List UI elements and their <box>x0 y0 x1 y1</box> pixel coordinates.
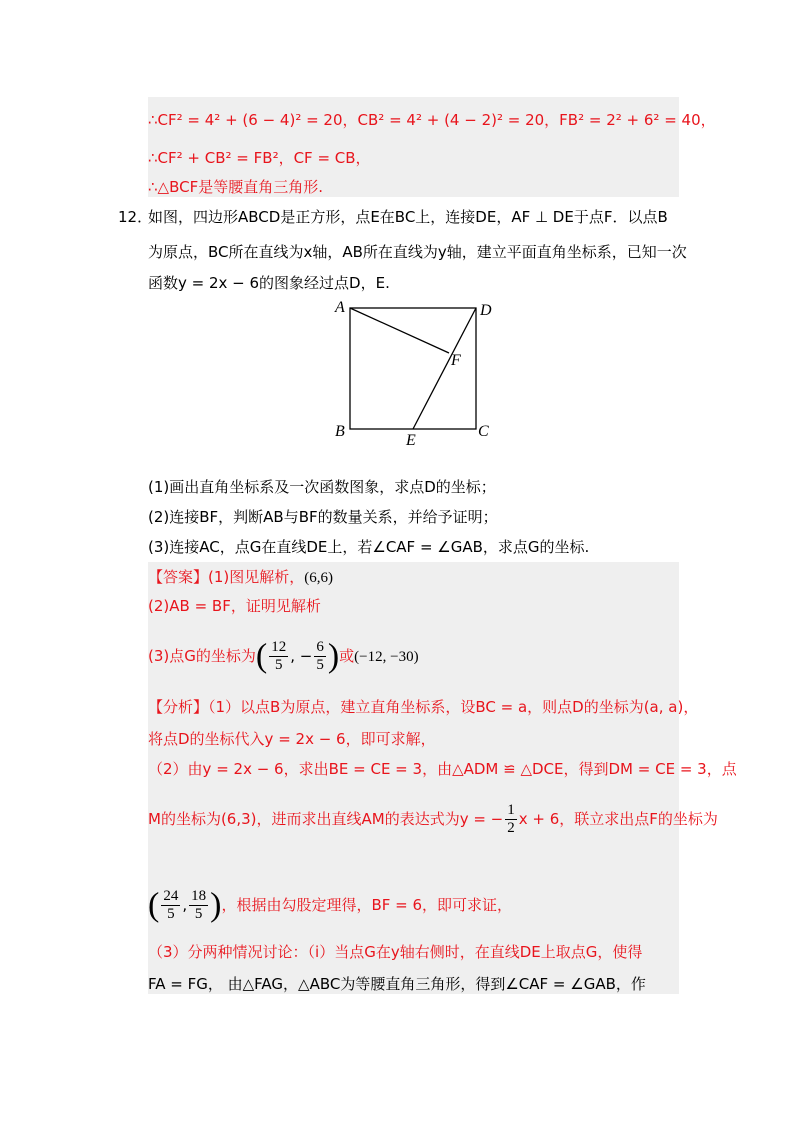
answer-3-or: 或 <box>339 647 355 665</box>
answer-3-frac2-num: 6 <box>316 639 324 655</box>
point-label-B: B <box>335 423 345 440</box>
problem-text-2: 为原点，BC所在直线为x轴，AB所在直线为y轴，建立平面直角坐标系，已知一次 <box>148 243 687 261</box>
analysis-p2c-num2: 18 <box>191 888 207 904</box>
question-2: (2)连接BF，判断AB与BF的数量关系，并给予证明； <box>148 508 498 526</box>
answer-2: (2)AB = BF，证明见解析 <box>148 597 321 615</box>
solution-line-3: ∴△BCF是等腰直角三角形. <box>148 178 323 196</box>
analysis-p2b-num: 1 <box>507 802 515 818</box>
analysis-tag: 【分析】 <box>148 698 209 716</box>
analysis-p2b-post: x + 6，联立求出点F的坐标为 <box>518 810 718 828</box>
analysis-p2b-den: 2 <box>507 820 515 836</box>
answer-3-frac2-den: 5 <box>316 657 324 673</box>
analysis-p1b: 将点D的坐标代入y = 2x − 6，即可求解， <box>148 730 436 748</box>
answer-3-frac1-den: 5 <box>274 657 283 673</box>
solution-line-1: ∴CF² = 4² + (6 − 4)² = 20，CB² = 4² + (4 − 2)² = 20，FB² = 2² + 6² = 40， <box>148 111 716 129</box>
point-label-E: E <box>406 432 416 449</box>
answer-line-1 <box>148 565 333 590</box>
analysis-line-p2b <box>148 797 718 841</box>
problem-number: 12． <box>118 208 153 226</box>
analysis-p2c-num1: 24 <box>163 888 179 904</box>
answer-3-frac1-num: 12 <box>271 639 287 655</box>
answer-3-value-2: (−12, −30) <box>354 649 419 665</box>
answer-line-3: (3)点G的坐标为( $\frac{12}{5}$ , − $\frac{6}{5}$ )或(−12, −30) <box>148 637 419 675</box>
answer-3-prefix: (3)点G的坐标为 <box>148 647 256 665</box>
answer-1: (1)图见解析， <box>208 568 305 586</box>
question-1: (1)画出直角坐标系及一次函数图象，求点D的坐标； <box>148 478 496 496</box>
analysis-line-1 <box>148 695 698 719</box>
point-label-F: F <box>451 352 461 369</box>
answer-tag: 【答案】 <box>148 568 209 586</box>
analysis-p3a: （3）分两种情况讨论：（i）当点G在y轴右侧时，在直线DE上取点G，使得 <box>148 943 643 961</box>
problem-text-1: 如图，四边形ABCD是正方形，点E在BC上，连接DE，AF ⊥ DE于点F．以点B <box>148 208 668 226</box>
point-label-D: D <box>480 302 492 319</box>
analysis-p2c-den2: 5 <box>194 906 203 922</box>
analysis-p2a: （2）由y = 2x − 6，求出BE = CE = 3，由△ADM ≌ △DCE，得到DM = CE = 3，点 <box>148 760 737 778</box>
analysis-p1a: （1）以点B为原点，建立直角坐标系，设BC = a，则点D的坐标为(a, a)， <box>208 698 699 716</box>
analysis-p2c-den1: 5 <box>167 906 175 922</box>
question-3: (3)连接AC，点G在直线DE上，若∠CAF = ∠GAB，求点G的坐标. <box>148 538 590 556</box>
analysis-p3b: FA = FG， 由△FAG，△ABC为等腰直角三角形，得到∠CAF = ∠GAB，作 <box>148 975 646 993</box>
analysis-line-p2c: ( $\frac{24}{5}$ , $\frac{18}{5}$ )，根据由勾股定理得，BF = 6，即可求证， <box>148 886 513 924</box>
point-label-A: A <box>335 299 345 316</box>
analysis-p2b-pre: M的坐标为(6,3)，进而求出直线AM的表达式为y = − <box>148 810 504 828</box>
analysis-p2c-post: ，根据由勾股定理得，BF = 6，即可求证， <box>221 896 513 914</box>
point-label-C: C <box>478 423 489 440</box>
geometry-figure <box>330 295 500 450</box>
solution-line-2: ∴CF² + CB² = FB²，CF = CB， <box>148 149 371 167</box>
problem-text-3: 函数y = 2x − 6的图象经过点D，E. <box>148 274 390 292</box>
answer-1-value: (6,6) <box>304 570 334 586</box>
